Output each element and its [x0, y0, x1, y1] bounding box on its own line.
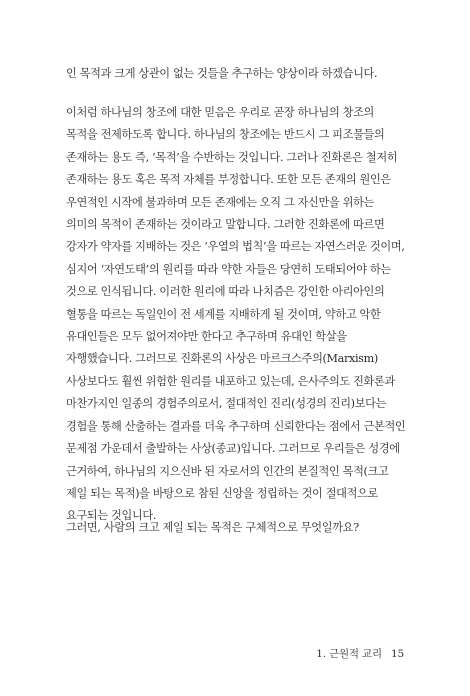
paragraph-continuation: 인 목적과 크게 상관이 없는 것들을 추구하는 양상이라 하겠습니다. [66, 67, 378, 80]
page-number: 15 [391, 648, 404, 660]
page-footer [316, 646, 404, 661]
paragraph-question: 그러면, 사람의 크고 제일 되는 목적은 구체적으로 무엇일까요? [66, 521, 359, 534]
paragraph-main: 이처럼 하나님의 창조에 대한 믿음은 우리로 곧장 하나님의 창조의 목적을 전제하도록 합니다. 하나님의 창조에는 반드시 그 피조물들의 존재하는 용도 즉, ‘목적’을 수반하는 것입니다. 그러나 진화론은 철저히 존재하는 용도 혹은 목적 자체를 부정합니다. 또한 모든 존재의 원인은 우연적인 시작에 불과하며 모든 존재에는 오직 그 자신만을 위하는 의미의 목적이 존재하는 것이라고 말합니다. 그러한 진화론에 따르면 강자가 약자를 지배하는 것은 ‘우열의 법칙’을 따르는 자연스러운 것이며, 심지어 ‘자연도태’의 원리를 따라 약한 자들은 당연히 도태되어야 하는 것으로 인식됩니다. 이러한 원리에 따라 나치즘은 강인한 아리아인의 혈통을 따르는 독일인이 전 세계를 지배하게 될 것이며, 약하고 악한 유대인들은 모두 없어져야만 한다고 추구하며 유대인 학살을 자행했습니다. 그러므로 진화론의 사상은 마르크스주의(Marxism) 사상보다도 훨씬 위험한 원리를 내포하고 있는데, 은사주의도 진화론과 마찬가지인 일종의 경험주의로서, 절대적인 진리(성경의 진리)보다는 경험을 통해 산출하는 결과를 더욱 추구하며 신뢰한다는 점에서 근본적인 문제점 가운데서 출발하는 사상(종교)입니다. 그러므로 우리들은 성경에 근거하여, 하나님의 지으신바 된 자로서의 인간의 본질적인 목적(크고 제일 되는 목적)을 바탕으로 참된 신앙을 정립하는 것이 절대적으로 요구되는 것입니다. [66, 106, 406, 523]
chapter-title: 1. 근원적 교리 [316, 648, 382, 660]
